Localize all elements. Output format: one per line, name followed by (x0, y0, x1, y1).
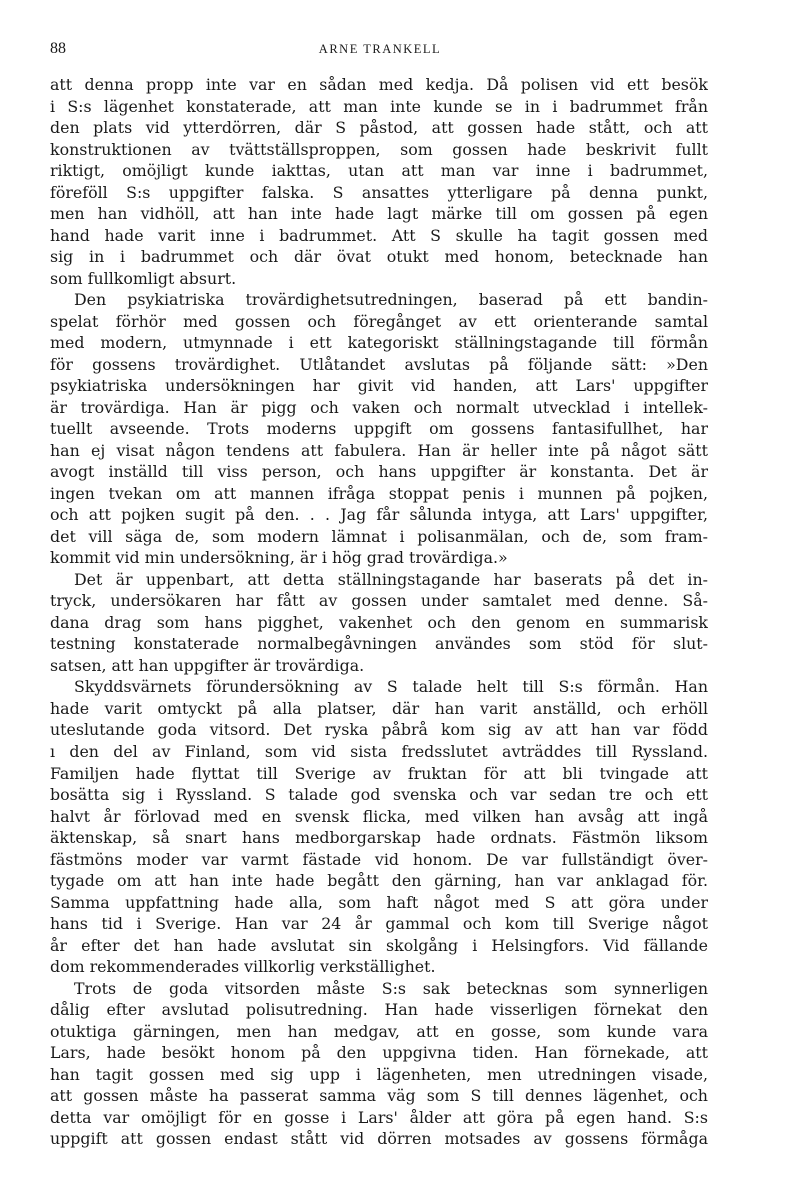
text-line: som fullkomligt absurt. (50, 268, 237, 288)
text-line: riktigt, omöjligt kunde iakttas, utan att man var inne i badrummet, (50, 161, 708, 181)
text-line: halvt år förlovad med en svensk flicka, med vilken han avsåg att ingå (50, 806, 708, 826)
text-line: äktenskap, så snart hans medborgarskap hade ordnats. Fästmön liksom (50, 828, 708, 848)
text-line: otuktiga gärningen, men han medgav, att en gosse, som kunde vara (50, 1021, 708, 1041)
text-line: uppgift att gossen endast stått vid dörren motsades av gossens förmåga (50, 1129, 708, 1149)
text-line: tygade om att han inte hade begått den gärning, han var anklagad för. (50, 871, 708, 891)
text-line: Det är uppenbart, att detta ställningstagande har baserats på det in- (74, 569, 708, 589)
text-line: för gossens trovärdighet. Utlåtandet avslutas på följande sätt: »Den (50, 354, 708, 374)
text-line: hand hade varit inne i badrummet. Att S skulle ha tagit gossen med (50, 225, 708, 245)
text-line: testning konstaterade normalbegåvningen användes som stöd för slut- (50, 634, 708, 654)
text-line: konstruktionen av tvättställsproppen, som gossen hade beskrivit fullt (50, 139, 708, 159)
text-line: bosätta sig i Ryssland. S talade god svenska och var sedan tre och ett (50, 785, 708, 805)
text-line: dana drag som hans pigghet, vakenhet och den genom en summarisk (50, 612, 708, 632)
text-line: psykiatriska undersökningen har givit vid handen, att Lars' uppgifter (50, 376, 708, 396)
text-line: och att pojken sugit på den. . . Jag får sålunda intyga, att Lars' uppgifter, (50, 505, 708, 525)
text-line: sig in i badrummet och där övat otukt med honom, betecknade han (50, 247, 708, 267)
text-line: han ej visat någon tendens att fabulera. Han är heller inte på något sätt (50, 440, 708, 460)
text-line: Skyddsvärnets förundersökning av S talade helt till S:s förmån. Han (74, 677, 708, 697)
text-line: med modern, utmynnade i ett kategoriskt ställningstagande till förmån (50, 333, 708, 353)
text-line: spelat förhör med gossen och föregånget av ett orienterande samtal (50, 311, 708, 331)
text-line: hade varit omtyckt på alla platser, där han varit anställd, och erhöll (50, 698, 708, 718)
text-line: föreföll S:s uppgifter falska. S ansattes ytterligare på denna punkt, (50, 182, 708, 202)
text-line: år efter det han hade avslutat sin skolgång i Helsingfors. Vid fällande (50, 935, 708, 955)
text-line: är trovärdiga. Han är pigg och vaken och normalt utvecklad i intellek- (50, 397, 708, 417)
text-line: hans tid i Sverige. Han var 24 år gammal och kom till Sverige något (50, 914, 708, 934)
running-head: ARNE TRANKELL (318, 42, 442, 56)
text-line: att denna propp inte var en sådan med kedja. Då polisen vid ett besök (50, 75, 708, 94)
text-line: fästmöns moder var varmt fästade vid honom. De var fullständigt över- (50, 849, 708, 869)
text-line: uteslutande goda vitsord. Det ryska påbrå kom sig av att han var född (50, 720, 708, 740)
text-line: tuellt avseende. Trots moderns uppgift om gossens fantasifullhet, har (50, 419, 708, 439)
text-line: Familjen hade flyttat till Sverige av fruktan för att bli tvingade att (50, 763, 708, 783)
text-line: det vill säga de, som modern lämnat i polisanmälan, och de, som fram- (50, 526, 708, 546)
text-line: Den psykiatriska trovärdighetsutredningen, baserad på ett bandin- (74, 290, 708, 310)
text-line: tryck, undersökaren har fått av gossen under samtalet med denne. Så- (50, 591, 708, 611)
text-line: satsen, att han uppgifter är trovärdiga. (50, 655, 365, 675)
text-line: men han vidhöll, att han inte hade lagt märke till om gossen på egen (50, 204, 708, 224)
text-line: kommit vid min undersökning, är i hög grad trovärdiga.» (50, 548, 508, 568)
page-header (50, 40, 710, 64)
text-line: ingen tvekan om att mannen ifråga stoppat penis i munnen på pojken, (50, 483, 708, 503)
text-line: Samma uppfattning hade alla, som haft något med S att göra under (50, 892, 708, 912)
body-text (50, 74, 708, 1150)
text-line: dålig efter avslutad polisutredning. Han hade visserligen förnekat den (50, 1000, 708, 1020)
text-line: i S:s lägenhet konstaterade, att man inte kunde se in i badrummet från (50, 96, 708, 116)
text-line: detta var omöjligt för en gosse i Lars' ålder att göra på egen hand. S:s (50, 1107, 708, 1127)
text-line: Trots de goda vitsorden måste S:s sak betecknas som synnerligen (74, 978, 708, 998)
text-line: den plats vid ytterdörren, där S påstod, att gossen hade stått, och att (50, 118, 708, 138)
text-line: ı den del av Finland, som vid sista fredsslutet avträddes till Ryssland. (50, 741, 708, 761)
text-line: att gossen måste ha passerat samma väg som S till dennes lägenhet, och (50, 1086, 708, 1106)
text-line: han tagit gossen med sig upp i lägenheten, men utredningen visade, (50, 1064, 708, 1084)
text-line: dom rekommenderades villkorlig verkställighet. (50, 957, 436, 977)
text-line: Lars, hade besökt honom på den uppgivna tiden. Han förnekade, att (50, 1043, 708, 1063)
page-number: 88 (50, 40, 66, 57)
text-line: avogt inställd till viss person, och hans uppgifter är konstanta. Det är (50, 462, 708, 482)
